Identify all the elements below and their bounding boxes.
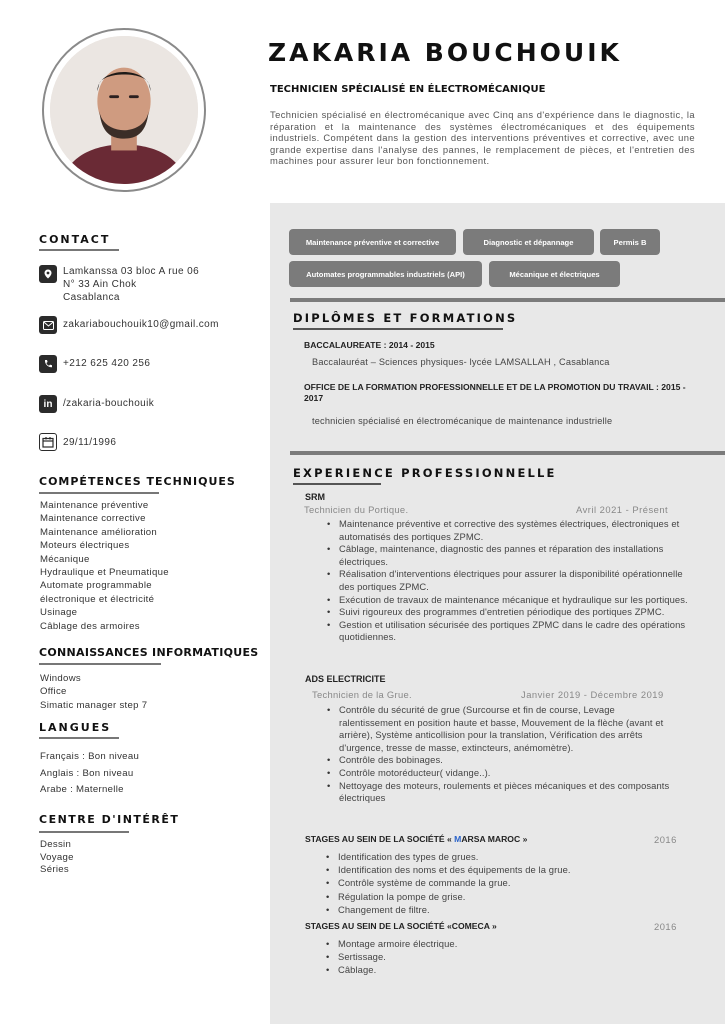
person-photo-icon	[50, 36, 198, 184]
job-bullets	[326, 518, 688, 644]
contact-address	[39, 265, 199, 304]
language-item: Anglais : Bon niveau	[40, 767, 134, 779]
job-bullet: • Contrôle des bobinages.	[326, 754, 678, 767]
contact-linkedin[interactable]	[39, 395, 154, 413]
email-text[interactable]: zakariabouchouik10@gmail.com	[63, 319, 219, 330]
skill-tag: Maintenance préventive et corrective	[289, 229, 456, 255]
language-item: Français : Bon niveau	[40, 751, 140, 762]
languages-heading-underline	[39, 737, 119, 739]
internship-title-highlight: M	[454, 834, 462, 844]
interest-item: Dessin	[40, 839, 72, 850]
skill-tag: Mécanique et électriques	[489, 261, 620, 287]
address-line-1: Lamkanssa 03 bloc A rue 06	[63, 266, 200, 277]
skill-item: Moteurs électriques	[40, 540, 130, 552]
internship-bullet: • Changement de filtre.	[325, 903, 685, 916]
education-title: BACCALAUREATE : 2014 - 2015	[304, 340, 435, 350]
internship-bullet: • Identification des types de grues.	[325, 850, 685, 863]
location-icon	[39, 265, 57, 283]
phone-text[interactable]: +212 625 420 256	[63, 358, 151, 369]
skill-item: Mécanique	[40, 553, 90, 565]
skill-item: Hydraulique et Pneumatique	[40, 567, 169, 579]
skills-heading: COMPÉTENCES TECHNIQUES	[39, 475, 236, 488]
languages-heading: LANGUES	[39, 721, 112, 734]
job-bullet: • Nettoyage des moteurs, roulements et pièces mécaniques et des composants électriques	[326, 780, 678, 805]
address-line-3: Casablanca	[63, 292, 120, 303]
education-heading-underline	[293, 328, 503, 330]
it-list	[40, 672, 147, 712]
contact-phone[interactable]	[39, 355, 150, 373]
skill-item: Maintenance préventive	[40, 500, 149, 511]
contact-heading-underline	[39, 249, 119, 251]
it-heading-underline	[39, 663, 161, 665]
skill-tag: Permis B	[600, 229, 660, 255]
internship-title-rest: ARSA MAROC »	[461, 834, 528, 844]
job-bullet: • Gestion et utilisation sécurisée des portiques ZPMC dans le cadre des opérations quotidiennes.	[326, 619, 688, 644]
job-bullet: • Contrôle du sécurité de grue (Surcourse et fin de course, Levage ralentissement en position haute et basse, Mouvement de la flèche (avant et arrière), Système anticollision pour la translation, Vérification des arrêts d'urgence, tresse de masse, extincteurs, anémomètre).	[326, 704, 678, 754]
calendar-icon	[39, 433, 57, 451]
skill-tag: Diagnostic et dépannage	[463, 229, 594, 255]
it-item: Windows	[40, 673, 82, 684]
job-bullet: • Suivi rigoureux des programmes d'entretien périodique des portiques ZPMC.	[326, 606, 688, 619]
job-bullets	[326, 704, 678, 805]
interests-heading-underline	[39, 831, 129, 833]
interest-item: Voyage	[40, 851, 74, 863]
it-item: Office	[40, 686, 67, 698]
linkedin-icon: in	[39, 395, 57, 413]
email-icon	[39, 316, 57, 334]
job-bullet: • Câblage, maintenance, diagnostic des pannes et réparation des installations électriques.	[326, 543, 688, 568]
company-name: ADS ELECTRICITE	[305, 674, 386, 684]
internship-title-prefix: STAGES AU SEIN DE LA SOCIÉTÉ «COMECA »	[305, 921, 497, 931]
experience-divider	[290, 451, 725, 455]
skills-heading-underline	[39, 492, 159, 494]
languages-list	[40, 749, 139, 799]
linkedin-text[interactable]: /zakaria-bouchouik	[63, 398, 155, 409]
job-date: Avril 2021 - Présent	[576, 504, 669, 515]
skill-tag: Automates programmables industriels (API)	[289, 261, 482, 287]
phone-icon	[39, 355, 57, 373]
birthdate-text: 29/11/1996	[63, 437, 117, 448]
internship-bullet: • Identification des noms et des équipements de la grue.	[325, 863, 685, 876]
skill-item: Maintenance amélioration	[40, 526, 158, 538]
education-title: OFFICE DE LA FORMATION PROFESSIONNELLE ET DE LA PROMOTION DU TRAVAIL : 2015 - 2017	[304, 382, 686, 403]
internship-bullet: • Contrôle système de commande la grue.	[325, 876, 685, 889]
interests-heading: CENTRE D'INTÉRÊT	[39, 813, 180, 826]
contact-email[interactable]	[39, 316, 219, 334]
language-item: Arabe : Maternelle	[40, 784, 124, 796]
job-date: Janvier 2019 - Décembre 2019	[521, 689, 664, 700]
internship-bullet: • Régulation la pompe de grise.	[325, 890, 685, 903]
it-heading: CONNAISSANCES INFORMATIQUES	[39, 646, 259, 659]
internship-bullets	[325, 850, 685, 916]
address-line-2: N° 33 Ain Chok	[63, 279, 137, 290]
experience-heading: EXPERIENCE PROFESSIONNELLE	[293, 466, 557, 480]
contact-heading: CONTACT	[39, 233, 111, 246]
internship-bullets	[325, 937, 685, 977]
skill-item: Automate programmable	[40, 580, 152, 592]
skill-item: Maintenance corrective	[40, 513, 146, 525]
internship-year: 2016	[654, 921, 677, 932]
education-heading: DIPLÔMES ET FORMATIONS	[293, 311, 518, 325]
experience-heading-underline	[293, 483, 381, 485]
skill-item: Câblage des armoires	[40, 620, 140, 632]
internship-year: 2016	[654, 834, 677, 845]
education-divider	[290, 298, 725, 302]
job-title: TECHNICIEN SPÉCIALISÉ EN ÉLECTROMÉCANIQUE	[270, 84, 546, 95]
interest-item: Séries	[40, 864, 69, 876]
job-bullet: • Contrôle motoréducteur( vidange..).	[326, 767, 678, 780]
internship-bullet: • Câblage.	[325, 963, 685, 976]
internship-title	[305, 921, 497, 931]
job-role: Technicien de la Grue.	[312, 689, 412, 700]
profile-photo	[50, 36, 198, 184]
candidate-name: ZAKARIA BOUCHOUIK	[268, 38, 622, 67]
internship-title-prefix: STAGES AU SEIN DE LA SOCIÉTÉ «	[305, 834, 455, 844]
skill-item: électronique et électricité	[40, 593, 155, 605]
internship-bullet: • Montage armoire électrique.	[325, 937, 685, 950]
avatar	[42, 28, 206, 192]
skill-item: Usinage	[40, 607, 78, 619]
it-item: Simatic manager step 7	[40, 699, 148, 711]
job-bullet: • Exécution de travaux de maintenance mécanique et hydraulique sur les portiques.	[326, 594, 688, 607]
education-detail: technicien spécialisé en électromécanique de maintenance industrielle	[312, 416, 613, 426]
job-role: Technicien du Portique.	[304, 504, 409, 515]
profile-summary: Technicien spécialisé en électromécanique avec Cinq ans d'expérience dans le diagnostic, la réparation et la maintenance des systèmes électromécaniques et des équipements industriels. Compétent dans la gestion des interventions préventives et corrective, avec une grande expertise dans l'analyse des pannes, le remplacement de pièces, et l'entretien des machines pour assurer leur bon fonctionnement.	[270, 109, 695, 167]
interests-list	[40, 839, 74, 877]
internship-title	[305, 834, 527, 844]
skills-list	[40, 499, 169, 633]
education-detail: Baccalauréat – Sciences physiques- lycée LAMSALLAH , Casablanca	[312, 357, 610, 367]
company-name: SRM	[305, 492, 325, 502]
internship-bullet: • Sertissage.	[325, 950, 685, 963]
contact-birthdate	[39, 433, 116, 451]
job-bullet: • Maintenance préventive et corrective des systèmes électriques, électroniques et automatisés des portiques ZPMC.	[326, 518, 688, 543]
job-bullet: • Réalisation d'interventions électriques pour assurer la disponibilité opérationnelle des portiques ZPMC.	[326, 568, 688, 593]
